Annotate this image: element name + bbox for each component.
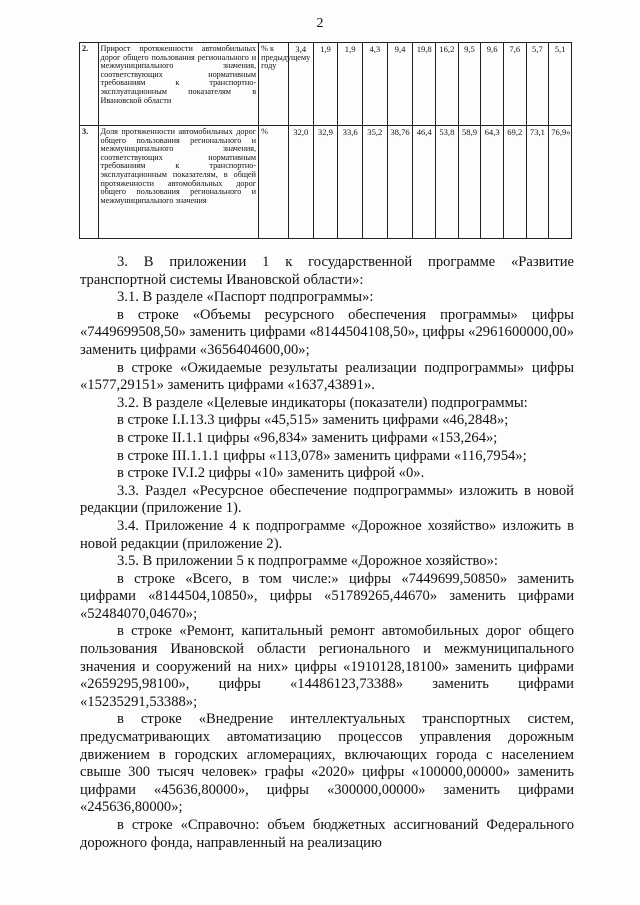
value-cell: 19,8 <box>413 43 436 126</box>
paragraph: 3.4. Приложение 4 к подпрограмме «Дорожное хозяйство» изложить в новой редакции (приложение 2). <box>80 517 574 552</box>
value-cell: 9,5 <box>458 43 481 126</box>
paragraph: в строке «Объемы ресурсного обеспечения программы» цифры «7449699508,50» заменить цифрами «8144504108,50», цифры «2961600000,00» заменить цифрами «3656404600,00»; <box>80 306 574 358</box>
value-cell: 32,0 <box>288 126 313 239</box>
value-cell: 9,6 <box>481 43 504 126</box>
value-cell: 76,9» <box>549 126 572 239</box>
value-cell: 69,2 <box>503 126 526 239</box>
value-cell: 73,1 <box>526 126 549 239</box>
value-cell: 64,3 <box>481 126 504 239</box>
value-cell: 53,8 <box>436 126 459 239</box>
paragraph: 3.1. В разделе «Паспорт подпрограммы»: <box>117 289 374 306</box>
value-cell: 5,7 <box>526 43 549 126</box>
paragraph: 3.5. В приложении 5 к подпрограмме «Дорожное хозяйство»: <box>117 553 498 570</box>
indicators-table <box>79 42 572 239</box>
value-cell: 1,9 <box>313 43 338 126</box>
value-cell: 16,2 <box>436 43 459 126</box>
unit-cell: % <box>259 126 289 239</box>
paragraph: 3.3. Раздел «Ресурсное обеспечение подпрограммы» изложить в новой редакции (приложение 1). <box>80 482 574 517</box>
paragraph: 3. В приложении 1 к государственной программе «Развитие транспортной системы Ивановской области»: <box>80 254 574 288</box>
paragraph: в строке «Справочно: объем бюджетных ассигнований Федерального дорожного фонда, направленный на реализацию <box>80 817 574 851</box>
value-cell: 9,4 <box>387 43 413 126</box>
document-body <box>80 254 574 852</box>
value-cell: 1,9 <box>338 43 363 126</box>
paragraph: в строке I.I.13.3 цифры «45,515» заменить цифрами «46,2848»; <box>117 412 509 429</box>
row-number: 3. <box>80 126 99 239</box>
value-cell: 32,9 <box>313 126 338 239</box>
paragraph: в строке «Ожидаемые результаты реализации подпрограммы» цифры «1577,29151» заменить цифрами «1637,43891». <box>80 359 574 394</box>
row-number: 2. <box>80 43 99 126</box>
value-cell: 3,4 <box>288 43 313 126</box>
value-cell: 4,3 <box>362 43 387 126</box>
value-cell: 7,6 <box>503 43 526 126</box>
value-cell: 46,4 <box>413 126 436 239</box>
indicator-name: Прирост протяженности автомобильных дорог общего пользования регионального и межмуниципального значения, соответствующих нормативным требованиям к транспортно-эксплуатационным показателям в Ивановской области <box>98 43 259 126</box>
value-cell: 5,1 <box>549 43 572 126</box>
value-cell: 38,76 <box>387 126 413 239</box>
paragraph: в строке IV.I.2 цифры «10» заменить цифрой «0». <box>117 465 425 482</box>
paragraph: 3.2. В разделе «Целевые индикаторы (показатели) подпрограммы: <box>117 394 528 411</box>
unit-cell: % к предыдущему году <box>259 43 289 126</box>
page-number: 2 <box>316 16 324 31</box>
value-cell: 35,2 <box>362 126 387 239</box>
value-cell: 58,9 <box>458 126 481 239</box>
paragraph: в строке «Ремонт, капитальный ремонт автомобильных дорог общего пользования Ивановской области регионального и межмуниципального значения и сооружений на них» цифры «1910128,18100» заменить цифрами «2659295,98100», цифры «14486123,73388» заменить цифрами «15235291,53388»; <box>80 623 574 710</box>
indicator-name: Доля протяженности автомобильных дорог общего пользования регионального и межмуниципального значения, соответствующих нормативным требованиям к транспортно-эксплуатационным показателям, в общей протяженности автомобильных дорог общего пользования регионального и межмуниципального значения <box>98 126 259 239</box>
paragraph: в строке «Всего, в том числе:» цифры «7449699,50850» заменить цифрами «8144504,10850», цифры «51789265,44670» заменить цифрами «52484070,04670»; <box>80 570 574 622</box>
paragraph: в строке II.1.1 цифры «96,834» заменить цифрами «153,264»; <box>117 429 498 446</box>
paragraph: в строке III.1.1.1 цифры «113,078» заменить цифрами «116,7954»; <box>117 447 527 464</box>
paragraph: в строке «Внедрение интеллектуальных транспортных систем, предусматривающих автоматизацию процессов управления дорожным движением в городских агломерациях, включающих города с населением свыше 300 тысяч человек» графы «2020» цифры «100000,00000» заменить цифрами «45636,80000», цифры «300000,00000» заменить цифрами «245636,80000»; <box>80 711 574 816</box>
value-cell: 33,6 <box>338 126 363 239</box>
table-row <box>80 43 572 126</box>
table-row <box>80 126 572 239</box>
